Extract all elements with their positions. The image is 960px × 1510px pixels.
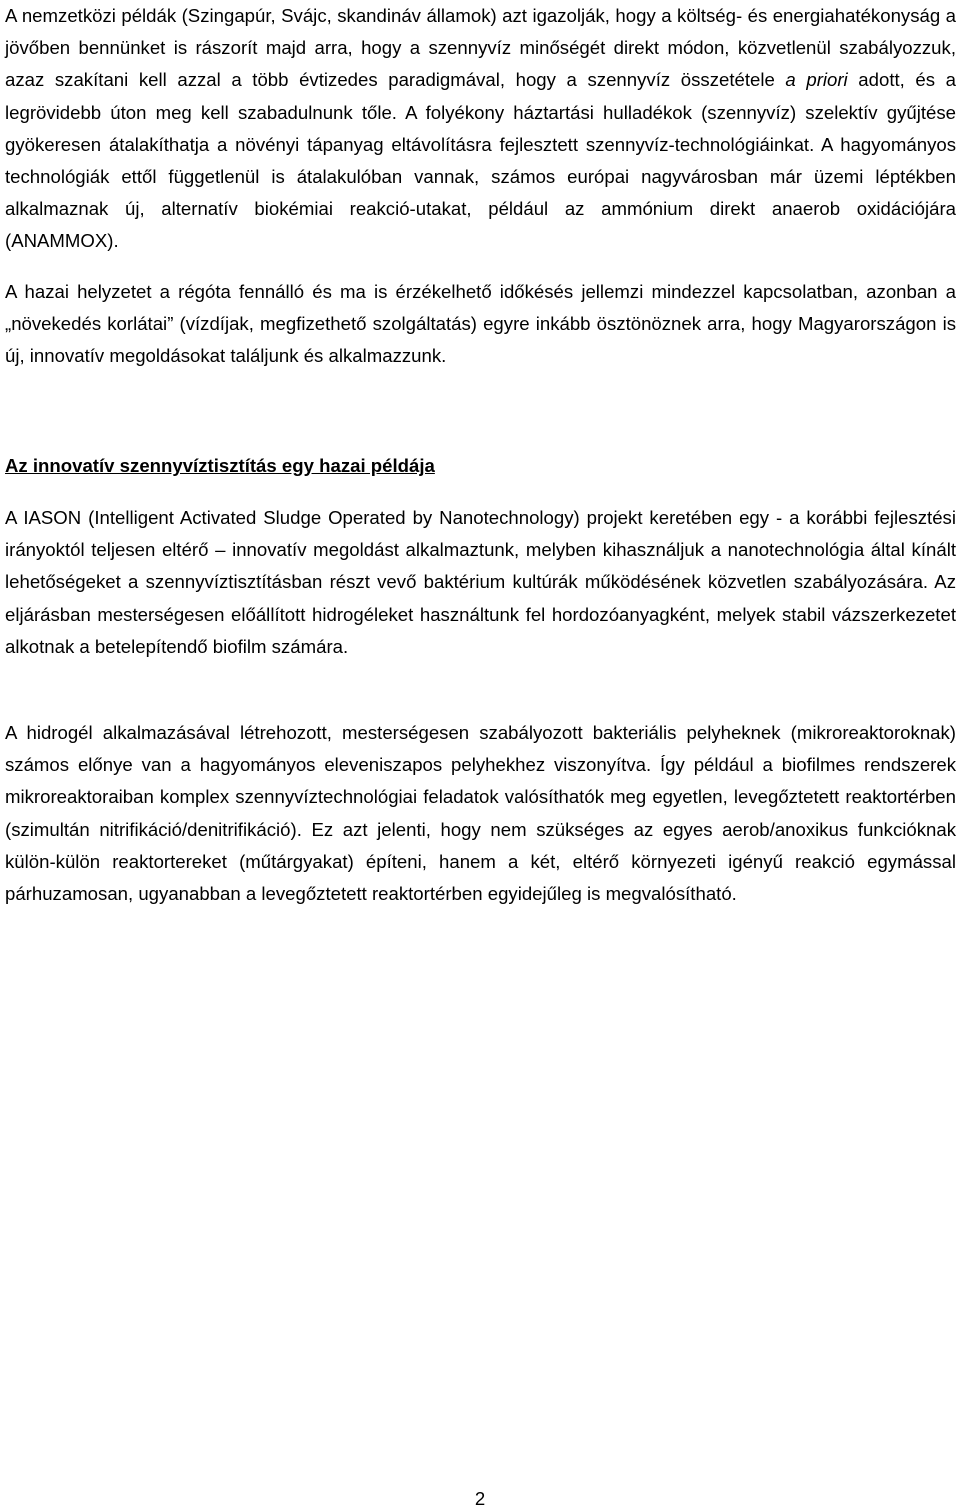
paragraph-text: A nemzetközi példák (Szingapúr, Svájc, skandináv államok) azt igazolják, hogy a költség- és energiahatékonyság a jövőben bennünket is rászorít majd arra, hogy a szennyvíz minőségét direkt módon, közvetlenül szabályozzuk, azaz szakítani kell azzal a több évtizedes paradigmával, hogy a szennyvíz összetétele <box>5 5 956 91</box>
paragraph-text: adott, és a legrövidebb úton meg kell szabadulnunk tőle. A folyékony háztartási hulladékok (szennyvíz) szelektív gyűjtése gyökeresen átalakíthatja a növényi tápanyag eltávolításra fejlesztett szennyvíz-technológiáinkat. A hagyományos technológiák ettől függetlenül is átalakulóban vannak, számos európai nagyvárosban már üzemi léptékben alkalmaznak új, alternatív biokémiai reakció-utakat, például az ammónium direkt anaerob oxidációjára (ANAMMOX). <box>5 69 957 252</box>
paragraph-domestic-situation: A hazai helyzetet a régóta fennálló és ma is érzékelhető időkésés jellemzi mindezzel kapcsolatban, azonban a „növekedés korlátai” (vízdíjak, megfizethető szolgáltatás) egyre inkább ösztönöznek arra, hogy Magyarországon is új, innovatív megoldásokat találjunk és alkalmazzunk. <box>5 281 956 367</box>
section-heading: Az innovatív szennyvíztisztítás egy hazai példája <box>5 455 435 476</box>
page-number: 2 <box>474 1488 486 1509</box>
paragraph-iason-project: A IASON (Intelligent Activated Sludge Operated by Nanotechnology) projekt keretében egy - a korábbi fejlesztési irányoktól teljesen eltérő – innovatív megoldást alkalmaztunk, melyben kihasználjuk a nanotechnológia által kínált lehetőségeket a szennyvíztisztításban részt vevő baktérium kultúrák működésének közvetlen szabályozására. Az eljárásban mesterségesen előállított hidrogéleket használtunk fel hordozóanyagként, melyek stabil vázszerkezetet alkotnak a betelepítendő biofilm számára. <box>5 507 956 657</box>
italic-phrase: a priori <box>785 69 848 91</box>
paragraph-hydrogel-advantages: A hidrogél alkalmazásával létrehozott, mesterségesen szabályozott bakteriális pelyheknek (mikroreaktoroknak) számos előnye van a hagyományos eleveniszapos pelyhekhez viszonyítva. Így például a biofilmes rendszerek mikroreaktoraiban komplex szennyvíztechnológiai feladatok valósíthatók meg egyetlen, levegőztetett reaktortérben (szimultán nitrifikáció/denitrifikáció). Ez azt jelenti, hogy nem szükséges az egyes aerob/anoxikus funkcióknak külön-külön reaktortereket (műtárgyakat) építeni, hanem a két, eltérő környezeti igényű reakció egymással párhuzamosan, ugyanabban a levegőztetett reaktortérben egyidejűleg is megvalósítható. <box>5 722 956 905</box>
paragraph-international-examples <box>5 0 956 258</box>
